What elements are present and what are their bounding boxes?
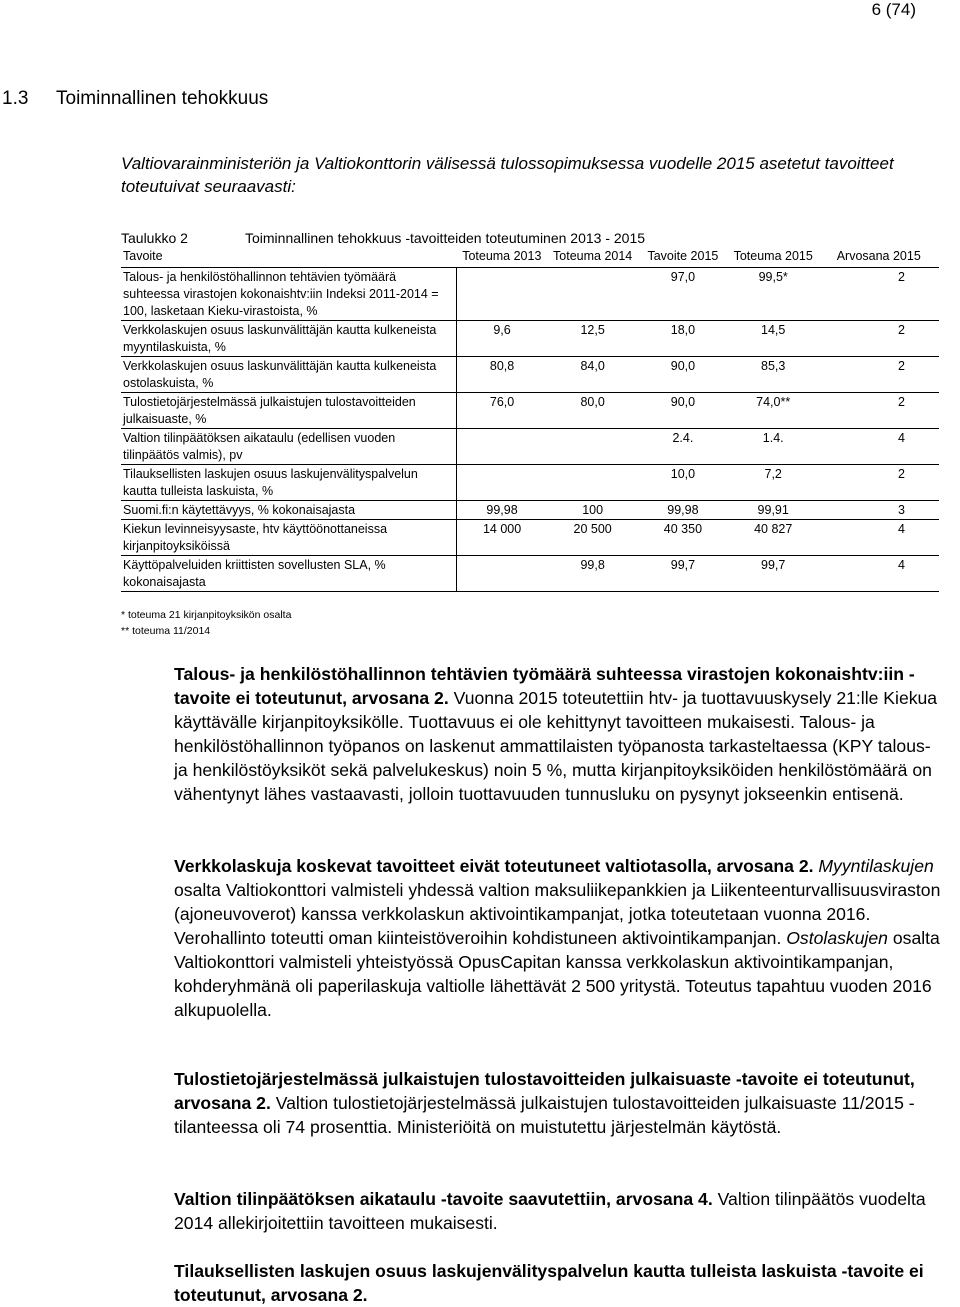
- value-cell: 99,91: [728, 501, 819, 520]
- value-cell: 14,5: [728, 321, 819, 357]
- paragraph-body: osalta Valtiokonttori valmisteli yhdessä valtion maksuliikepankkien ja Liikenteenturvallisuusviraston (ajoneuvoverot) kanssa verkkolaskun aktivointikampanjat, jotka toteutetaan vuonna 2016. Verohallinto toteutti oman kiinteistöveroihin kohdistuneen aktivointikampanjan.: [174, 880, 941, 948]
- footnote: * toteuma 21 kirjanpitoyksikön osalta: [121, 609, 292, 621]
- table-title: Toiminnallinen tehokkuus -tavoitteiden toteutuminen 2013 - 2015: [245, 230, 646, 246]
- goal-cell: Tilauksellisten laskujen osuus laskujenvälityspalvelun kautta tulleista laskuista, %: [121, 465, 456, 501]
- table-row: [121, 520, 939, 556]
- table-row: [121, 268, 939, 321]
- table-footnotes: [121, 607, 291, 639]
- value-cell: 2: [819, 321, 940, 357]
- value-cell: 2: [819, 357, 940, 393]
- paragraph-body: osalta Valtiokonttori valmisteli yhteistyössä OpusCapitan kanssa verkkolaskun aktivointikampanjan, kohderyhmänä oli paperilaskuja valtiolle lähettävät 2 500 yritystä. Toteutus tapahtuu vuoden 2016 alkupuolella.: [174, 928, 940, 1020]
- value-cell: 99,98: [638, 501, 728, 520]
- table-row: [121, 357, 939, 393]
- value-cell: 14 000: [456, 520, 547, 556]
- table-caption: [121, 230, 645, 246]
- paragraph-lead: Valtion tilinpäätöksen aikataulu -tavoite saavutettiin, arvosana 4.: [174, 1189, 713, 1209]
- value-cell: [547, 465, 638, 501]
- goal-cell: Käyttöpalveluiden kriittisten sovellusten SLA, % kokonaisajasta: [121, 556, 456, 592]
- header-actual-2013: Toteuma 2013: [456, 248, 547, 268]
- value-cell: 4: [819, 520, 940, 556]
- table-number: Taulukko 2: [121, 230, 188, 246]
- value-cell: 99,98: [456, 501, 547, 520]
- value-cell: [547, 429, 638, 465]
- value-cell: 7,2: [728, 465, 819, 501]
- goal-cell: Talous- ja henkilöstöhallinnon tehtävien työmäärä suhteessa virastojen kokonaishtv:iin Indeksi 2011-2014 = 100, lasketaan Kieku-virastoista, %: [121, 268, 456, 321]
- paragraph-workload: [174, 662, 944, 806]
- value-cell: 74,0**: [728, 393, 819, 429]
- page-number: 6 (74): [871, 0, 916, 19]
- footnote: ** toteuma 11/2014: [121, 625, 211, 637]
- paragraph-emphasis: Ostolaskujen: [786, 928, 888, 948]
- value-cell: 80,0: [547, 393, 638, 429]
- paragraph-schedule: [174, 1187, 944, 1235]
- header-actual-2014: Toteuma 2014: [547, 248, 638, 268]
- section-number: 1.3: [2, 88, 29, 109]
- paragraph-einvoices: [174, 854, 944, 1022]
- paragraph-orders: [174, 1259, 944, 1307]
- value-cell: 85,3: [728, 357, 819, 393]
- paragraph-lead: Talous- ja henkilöstöhallinnon tehtävien työmäärä suhteessa virastojen kokonaishtv:iin -tavoite ei toteutunut, arvosana 2.: [174, 664, 915, 708]
- goal-cell: Verkkolaskujen osuus laskunvälittäjän kautta kulkeneista myyntilaskuista, %: [121, 321, 456, 357]
- value-cell: [456, 268, 547, 321]
- intro-text: Valtiovarainministeriön ja Valtiokonttorin välisessä tulossopimuksessa vuodelle 2015 asetetut tavoitteet toteutuivat seuraavasti:: [121, 154, 894, 196]
- value-cell: 99,7: [728, 556, 819, 592]
- value-cell: 90,0: [638, 357, 728, 393]
- value-cell: 20 500: [547, 520, 638, 556]
- value-cell: 80,8: [456, 357, 547, 393]
- value-cell: 40 827: [728, 520, 819, 556]
- value-cell: [456, 465, 547, 501]
- paragraph-emphasis: Myyntilaskujen: [818, 856, 934, 876]
- goal-cell: Verkkolaskujen osuus laskunvälittäjän kautta kulkeneista ostolaskuista, %: [121, 357, 456, 393]
- table-row: [121, 556, 939, 592]
- value-cell: [456, 556, 547, 592]
- value-cell: 2: [819, 465, 940, 501]
- value-cell: 76,0: [456, 393, 547, 429]
- value-cell: 84,0: [547, 357, 638, 393]
- paragraph-body: Valtion tulostietojärjestelmässä julkaistujen tulostavoitteiden julkaisuaste 11/2015 -tilanteessa oli 74 prosenttia. Ministeriöitä on muistutettu järjestelmän käytöstä.: [174, 1093, 915, 1137]
- paragraph-lead: Tilauksellisten laskujen osuus laskujenvälityspalvelun kautta tulleista laskuista -tavoite ei toteutunut, arvosana 2.: [174, 1261, 924, 1305]
- value-cell: 2: [819, 268, 940, 321]
- table-row: [121, 501, 939, 520]
- paragraph-publication: [174, 1067, 944, 1139]
- table-row: [121, 429, 939, 465]
- value-cell: 10,0: [638, 465, 728, 501]
- table-row: [121, 321, 939, 357]
- value-cell: 18,0: [638, 321, 728, 357]
- goal-cell: Tulostietojärjestelmässä julkaistujen tulostavoitteiden julkaisuaste, %: [121, 393, 456, 429]
- value-cell: 9,6: [456, 321, 547, 357]
- paragraph-body: Valtion tilinpäätös vuodelta 2014 allekirjoitettiin tavoitteen mukaisesti.: [174, 1189, 926, 1233]
- value-cell: 99,5*: [728, 268, 819, 321]
- header-goal: Tavoite: [121, 248, 456, 268]
- section-heading: [0, 88, 268, 110]
- value-cell: 2: [819, 393, 940, 429]
- value-cell: 40 350: [638, 520, 728, 556]
- paragraph-lead: Verkkolaskuja koskevat tavoitteet eivät toteutuneet valtiotasolla, arvosana 2.: [174, 856, 814, 876]
- goals-table: [121, 248, 939, 592]
- value-cell: 4: [819, 556, 940, 592]
- paragraph-lead: Tulostietojärjestelmässä julkaistujen tulostavoitteiden julkaisuaste -tavoite ei toteutunut, arvosana 2.: [174, 1069, 915, 1113]
- value-cell: 1.4.: [728, 429, 819, 465]
- value-cell: 3: [819, 501, 940, 520]
- value-cell: 90,0: [638, 393, 728, 429]
- table-header-row: [121, 248, 939, 268]
- value-cell: 97,0: [638, 268, 728, 321]
- table-row: [121, 393, 939, 429]
- goal-cell: Valtion tilinpäätöksen aikataulu (edellisen vuoden tilinpäätös valmis), pv: [121, 429, 456, 465]
- value-cell: 100: [547, 501, 638, 520]
- value-cell: 4: [819, 429, 940, 465]
- header-target-2015: Tavoite 2015: [638, 248, 728, 268]
- value-cell: 2.4.: [638, 429, 728, 465]
- value-cell: 12,5: [547, 321, 638, 357]
- value-cell: 99,7: [638, 556, 728, 592]
- value-cell: [547, 268, 638, 321]
- section-title: Toiminnallinen tehokkuus: [56, 88, 269, 109]
- paragraph-body: Vuonna 2015 toteutettiin htv- ja tuottavuuskysely 21:lle Kiekua käyttävälle kirjanpitoyksikölle. Tuottavuus ei ole kehittynyt tavoitteen mukaisesti. Talous- ja henkilöstöhallinnon työpanos on laskenut ammattilaisten työpanosta tarkasteltaessa (KPY talous- ja henkilöstöyksiköt sekä palvelukeskus) noin 5 %, mutta kirjanpitoyksiköiden henkilöstömäärä on vähentynyt lähes vastaavasti, jolloin tuottavuuden tunnusluku on pysynyt jokseenkin entisenä.: [174, 688, 938, 804]
- value-cell: 99,8: [547, 556, 638, 592]
- header-actual-2015: Toteuma 2015: [728, 248, 819, 268]
- table-row: [121, 465, 939, 501]
- goal-cell: Kiekun levinneisyysaste, htv käyttöönottaneissa kirjanpitoyksiköissä: [121, 520, 456, 556]
- header-grade-2015: Arvosana 2015: [819, 248, 940, 268]
- value-cell: [456, 429, 547, 465]
- goal-cell: Suomi.fi:n käytettävyys, % kokonaisajasta: [121, 501, 456, 520]
